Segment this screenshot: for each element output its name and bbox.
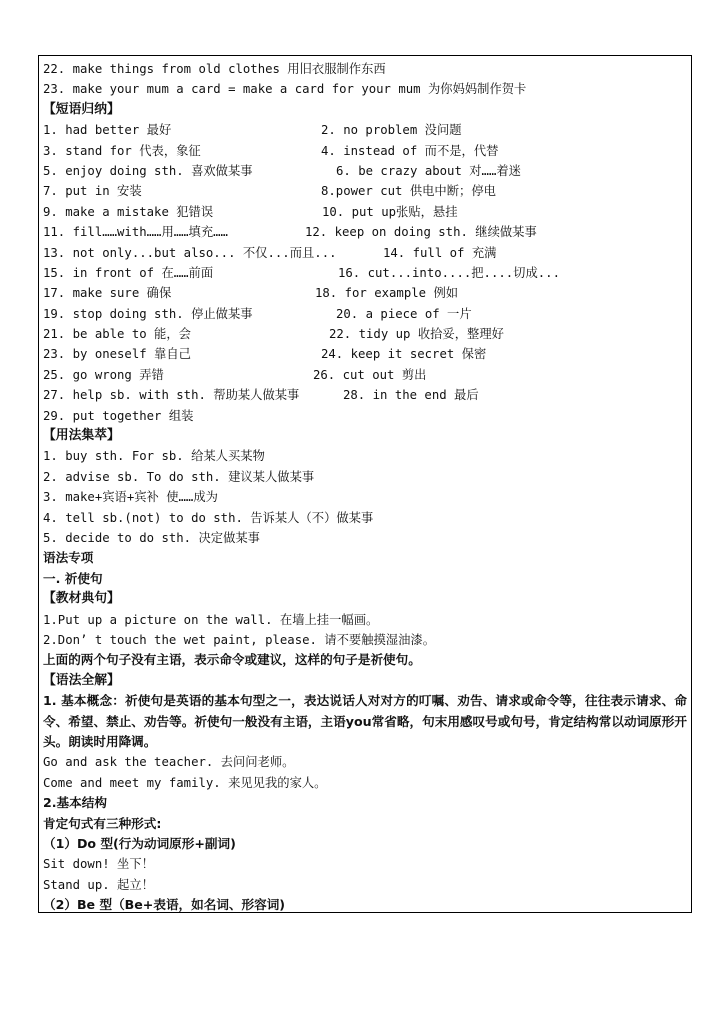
phrase-left: 23. by oneself 靠自己 xyxy=(43,347,191,362)
phrase-row xyxy=(43,344,687,364)
phrase-right: 16. cut...into....把....切成... xyxy=(338,265,560,280)
textbook-sentence: 1.Put up a picture on the wall. 在墙上挂一幅画。 xyxy=(43,612,379,627)
textbook-sentence: 2.Don’ t touch the wet paint, please. 请不要触摸湿油漆。 xyxy=(43,632,435,647)
phrase-right: 24. keep it secret 保密 xyxy=(321,347,487,362)
phrase-row xyxy=(43,263,687,283)
phrase-left: 3. stand for 代表，象征 xyxy=(43,143,201,158)
phrase-left: 19. stop doing sth. 停止做某事 xyxy=(43,306,253,321)
phrase-right: 14. full of 充满 xyxy=(383,245,497,260)
phrase-left: 15. in front of 在……前面 xyxy=(43,265,214,280)
phrases-heading: 【短语归纳】 xyxy=(43,101,120,117)
phrase-row xyxy=(43,324,687,344)
phrase-left: 5. enjoy doing sth. 喜欢做某事 xyxy=(43,163,253,178)
phrase-right: 4. instead of 而不是，代替 xyxy=(321,143,499,158)
phrase-left: 25. go wrong 弄错 xyxy=(43,367,164,382)
grammar-subtitle: 一. 祈使句 xyxy=(43,570,103,586)
usage-line: 1. buy sth. For sb. 给某人买某物 xyxy=(43,449,265,464)
phrase-left: 1. had better 最好 xyxy=(43,123,172,138)
phrase-right: 12. keep on doing sth. 继续做某事 xyxy=(305,225,537,240)
structure-title: 2.基本结构 xyxy=(43,795,107,811)
usage-line: 2. advise sb. To do sth. 建议某人做某事 xyxy=(43,469,315,484)
phrase-row xyxy=(43,304,687,324)
phrase-row-last: 29. put together 组装 xyxy=(43,408,194,423)
do-example: Sit down! 坐下！ xyxy=(43,857,154,872)
usage-line: 3. make+宾语+宾补 使……成为 xyxy=(43,490,218,505)
do-example: Stand up. 起立！ xyxy=(43,877,154,892)
phrase-row xyxy=(43,283,687,303)
phrase-right: 10. put up张贴，悬挂 xyxy=(322,204,458,219)
phrase-row xyxy=(43,141,687,161)
phrase-left: 9. make a mistake 犯错误 xyxy=(43,204,214,219)
usage-line: 4. tell sb.(not) to do sth. 告诉某人（不）做某事 xyxy=(43,510,374,525)
document-table-cell xyxy=(38,55,692,913)
phrase-right: 2. no problem 没问题 xyxy=(321,123,462,138)
concept-example: Go and ask the teacher. 去问问老师。 xyxy=(43,755,295,770)
textbook-heading: 【教材典句】 xyxy=(43,591,120,607)
phrase-left: 21. be able to 能，会 xyxy=(43,327,191,342)
phrase-right: 8.power cut 供电中断；停电 xyxy=(321,184,496,199)
phrase-right: 18. for example 例如 xyxy=(315,286,459,301)
do-type-heading: （1）Do 型(行为动词原形+副词) xyxy=(43,835,236,851)
phrase-row xyxy=(43,161,687,181)
grammar-title: 语法专项 xyxy=(43,550,94,566)
phrase-right: 22. tidy up 收拾妥，整理好 xyxy=(329,327,504,342)
phrase-row xyxy=(43,181,687,201)
phrase-row xyxy=(43,385,687,405)
vocab-line: 23. make your mum a card = make a card for your mum 为你妈妈制作贺卡 xyxy=(43,82,527,97)
phrase-row xyxy=(43,222,687,242)
grammar-heading: 【语法全解】 xyxy=(43,672,120,688)
phrase-right: 28. in the end 最后 xyxy=(343,388,479,403)
be-type-heading: （2）Be 型（Be+表语，如名词、形容词) xyxy=(43,897,286,913)
usage-line: 5. decide to do sth. 决定做某事 xyxy=(43,530,260,545)
vocab-line: 22. make things from old clothes 用旧衣服制作东西 xyxy=(43,62,386,76)
phrase-left: 13. not only...but also... 不仅...而且... xyxy=(43,245,337,260)
phrase-right: 26. cut out 剪出 xyxy=(313,367,427,382)
concept-example: Come and meet my family. 来见见我的家人。 xyxy=(43,775,327,790)
phrase-row xyxy=(43,365,687,385)
structure-intro: 肯定句式有三种形式: xyxy=(43,815,162,831)
phrase-row xyxy=(43,120,687,140)
phrase-left: 11. fill……with……用……填充…… xyxy=(43,225,228,240)
phrase-right: 20. a piece of 一片 xyxy=(336,306,472,321)
phrase-left: 7. put in 安装 xyxy=(43,184,142,199)
phrase-row xyxy=(43,243,687,263)
phrase-right: 6. be crazy about 对……着迷 xyxy=(336,163,521,178)
textbook-note: 上面的两个句子没有主语，表示命令或建议，这样的句子是祈使句。 xyxy=(43,652,421,668)
usage-heading: 【用法集萃】 xyxy=(43,428,120,444)
phrase-row xyxy=(43,202,687,222)
phrase-left: 27. help sb. with sth. 帮助某人做某事 xyxy=(43,388,300,403)
phrase-left: 17. make sure 确保 xyxy=(43,286,172,301)
concept-paragraph: 1. 基本概念：祈使句是英语的基本句型之一，表达说话人对对方的叮嘱、劝告、请求或命令等，往往表示请求、命令、希望、禁止、劝告等。祈使句一般没有主语，主语you常省略，句末用感叹号或句号，肯定结构常以动词原形开头。朗读时用降调。 xyxy=(43,693,687,749)
